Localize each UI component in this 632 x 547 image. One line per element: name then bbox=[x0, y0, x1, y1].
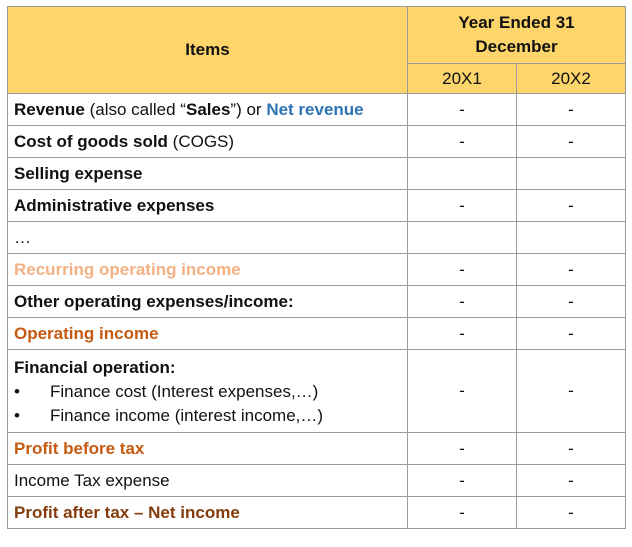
row-label: Selling expense bbox=[8, 158, 408, 190]
value-20x1: - bbox=[408, 190, 517, 222]
row-label: Other operating expenses/income: bbox=[8, 286, 408, 318]
label-financial-operation: Financial operation: bbox=[14, 358, 176, 377]
label-net-revenue: Net revenue bbox=[266, 99, 364, 119]
value-20x1: - bbox=[408, 318, 517, 350]
income-statement-table bbox=[7, 6, 626, 529]
value-20x1: - bbox=[408, 254, 517, 286]
label-sales: Sales bbox=[185, 99, 231, 119]
table-row-administrative-expenses bbox=[8, 190, 626, 222]
value-20x2: - bbox=[517, 497, 626, 529]
value-20x2: - bbox=[517, 190, 626, 222]
label-revenue: Revenue bbox=[14, 99, 85, 119]
row-label: Administrative expenses bbox=[8, 190, 408, 222]
label-finance-income: Finance income (interest income,…) bbox=[50, 406, 324, 425]
value-20x2: - bbox=[517, 433, 626, 465]
year-group-label: Year Ended 31 December bbox=[458, 13, 575, 56]
row-label bbox=[8, 94, 408, 126]
value-20x2: - bbox=[517, 286, 626, 318]
label-cogs-abbrev: (COGS) bbox=[167, 131, 235, 151]
table-row-operating-income bbox=[8, 318, 626, 350]
value-20x1: - bbox=[408, 497, 517, 529]
value-20x2: - bbox=[517, 350, 626, 433]
row-label: Profit before tax bbox=[8, 433, 408, 465]
row-label bbox=[8, 126, 408, 158]
table-row-financial-operation bbox=[8, 350, 626, 433]
label-also-called: (also called “ bbox=[84, 99, 186, 119]
bullet-icon: • bbox=[14, 382, 20, 401]
value-20x1: - bbox=[408, 433, 517, 465]
value-20x1: - bbox=[408, 465, 517, 497]
row-label: Recurring operating income bbox=[8, 254, 408, 286]
row-label bbox=[8, 350, 408, 433]
label-or: ”) or bbox=[230, 99, 267, 119]
row-label: Income Tax expense bbox=[8, 465, 408, 497]
table-row-ellipsis bbox=[8, 222, 626, 254]
table-row-income-tax bbox=[8, 465, 626, 497]
row-label: Operating income bbox=[8, 318, 408, 350]
value-20x2: - bbox=[517, 254, 626, 286]
table-row-revenue bbox=[8, 94, 626, 126]
value-20x1: - bbox=[408, 350, 517, 433]
value-20x1: - bbox=[408, 126, 517, 158]
table-row-net-income bbox=[8, 497, 626, 529]
table-row-selling-expense bbox=[8, 158, 626, 190]
row-label: … bbox=[8, 222, 408, 254]
value-20x2: - bbox=[517, 94, 626, 126]
items-header: Items bbox=[8, 7, 408, 94]
table-row-cogs bbox=[8, 126, 626, 158]
label-cogs: Cost of goods sold bbox=[14, 131, 168, 151]
table-row-profit-before-tax bbox=[8, 433, 626, 465]
value-20x2 bbox=[517, 222, 626, 254]
row-label: Profit after tax – Net income bbox=[8, 497, 408, 529]
column-header-20x2: 20X2 bbox=[517, 64, 626, 94]
label-finance-cost: Finance cost (Interest expenses,…) bbox=[50, 382, 319, 401]
bullet-icon: • bbox=[14, 406, 20, 425]
value-20x1: - bbox=[408, 94, 517, 126]
list-item bbox=[14, 404, 401, 428]
year-group-header bbox=[408, 7, 626, 64]
column-header-20x1: 20X1 bbox=[408, 64, 517, 94]
table-row-other-operating bbox=[8, 286, 626, 318]
value-20x1 bbox=[408, 222, 517, 254]
value-20x2: - bbox=[517, 465, 626, 497]
value-20x2 bbox=[517, 158, 626, 190]
value-20x1: - bbox=[408, 286, 517, 318]
value-20x2: - bbox=[517, 318, 626, 350]
list-item bbox=[14, 380, 401, 404]
value-20x2: - bbox=[517, 126, 626, 158]
value-20x1 bbox=[408, 158, 517, 190]
table-row-recurring-operating-income bbox=[8, 254, 626, 286]
